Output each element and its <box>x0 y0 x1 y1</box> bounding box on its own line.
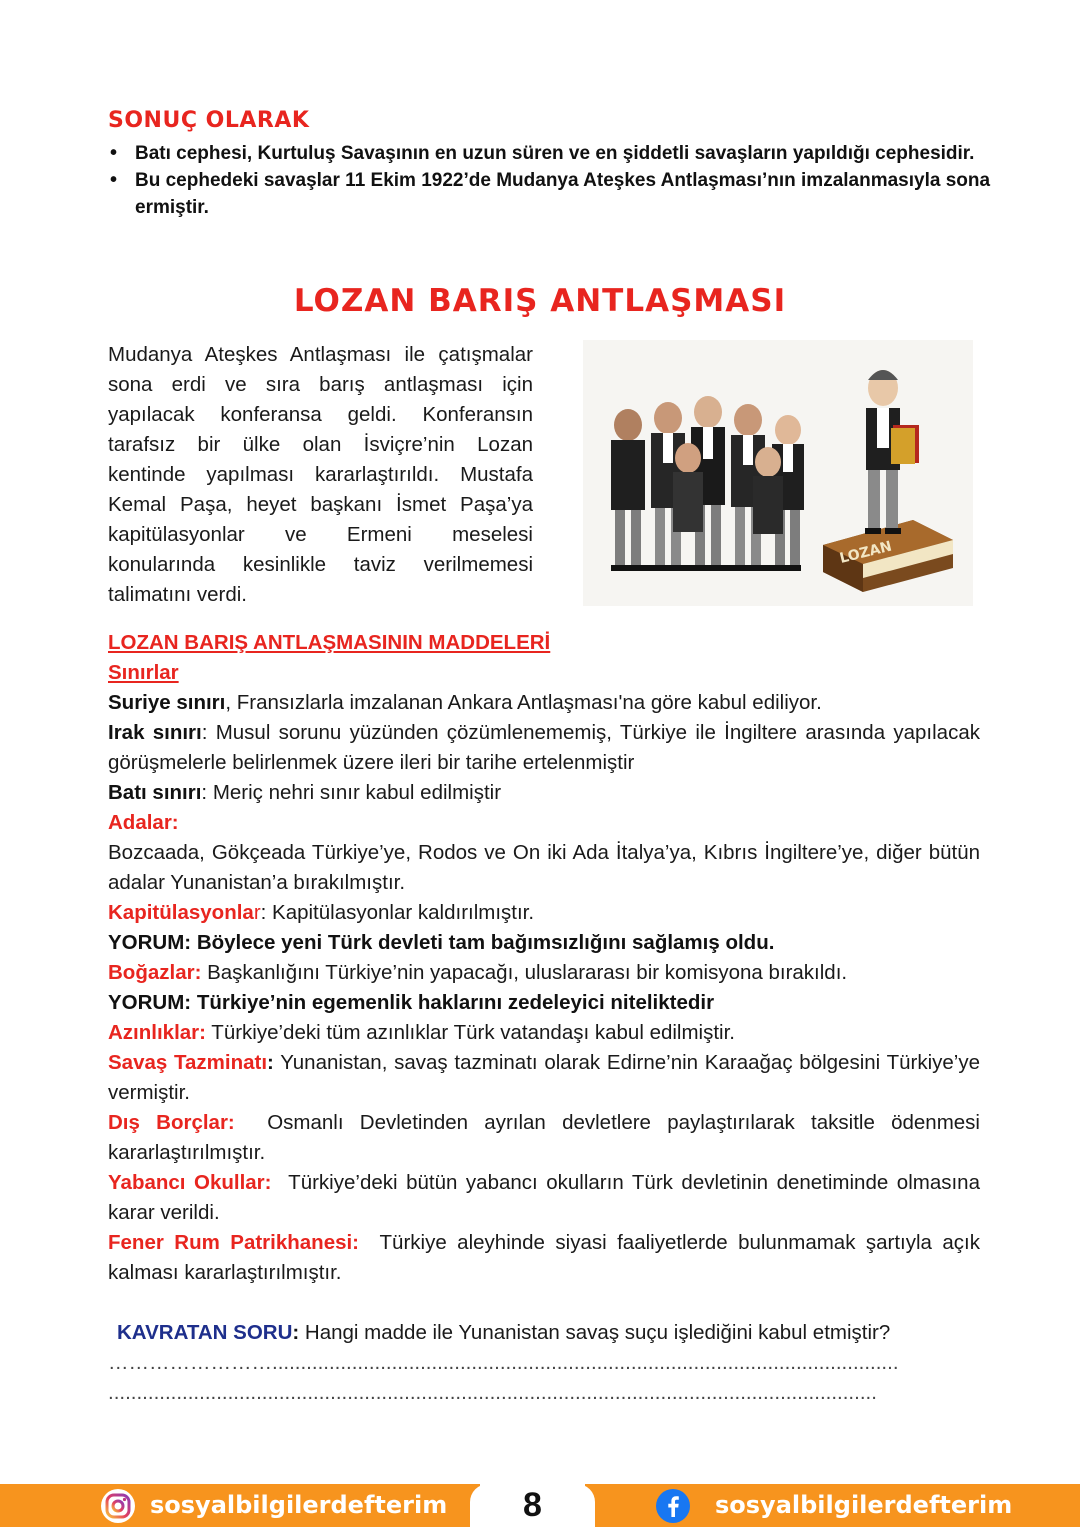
summary-bullet: • Batı cephesi, Kurtuluş Savaşının en uzun süren ve en şiddetli savaşların yapıldığı cephesidir. <box>108 140 998 167</box>
article-reparations: Savaş Tazminatı: Yunanistan, savaş tazminatı olarak Edirne’nin Karaağaç bölgesini Türkiye’ye vermiştir. <box>108 1051 981 1104</box>
facebook-icon <box>655 1488 691 1524</box>
article-schools: Yabancı Okullar: Türkiye’deki bütün yabancı okulların Türk devletinin denetiminde olmasına karar verildi. <box>108 1171 986 1224</box>
facebook-handle[interactable]: sosyalbilgilerdefterim <box>715 1491 1013 1519</box>
page-title: LOZAN BARIŞ ANTLAŞMASI <box>293 283 787 319</box>
answer-line-2[interactable]: ....................................................................................................................................... <box>108 1381 877 1404</box>
articles-heading: LOZAN BARIŞ ANTLAŞMASININ MADDELERİ <box>108 631 551 654</box>
treaty-articles <box>108 628 986 1408</box>
comment-independence: YORUM: Böylece yeni Türk devleti tam bağımsızlığını sağlamış oldu. <box>108 931 775 954</box>
page-number: 8 <box>523 1486 542 1524</box>
bullet-icon: • <box>110 169 118 191</box>
comment-sovereignty: YORUM: Türkiye’nin egemenlik haklarını zedeleyici niteliktedir <box>108 991 715 1014</box>
comprehension-question: KAVRATAN SORU: Hangi madde ile Yunanistan savaş suçu işlediğini kabul etmiştir? <box>117 1321 891 1344</box>
article-iraq: Irak sınırı: Musul sorunu yüzünden çözümlenememiş, Türkiye ile İngiltere arasında yapılacak görüşmelerle belirlenmek üzere ileri bir tarihe ertelenmiştir <box>108 721 980 774</box>
article-patriarchate: Fener Rum Patrikhanesi: Türkiye aleyhinde siyasi faaliyetlerde bulunmamak şartıyla açık kalması kararlaştırılmıştır. <box>108 1231 986 1284</box>
instagram-icon <box>100 1488 136 1524</box>
article-minorities: Azınlıklar: Türkiye’deki tüm azınlıklar Türk vatandaşı kabul edilmiştir. <box>108 1021 736 1044</box>
article-capitulations: Kapitülasyonlar: Kapitülasyonlar kaldırılmıştır. <box>108 901 535 924</box>
answer-line-1[interactable]: …………………….............................................................................................................. <box>108 1351 899 1374</box>
summary-bullet: • Bu cephedeki savaşlar 11 Ekim 1922’de Mudanya Ateşkes Antlaşması’nın imzalanmasıyla sona ermiştir. <box>110 169 991 218</box>
article-syria: Suriye sınırı, Fransızlarla imzalanan Ankara Antlaşması'na göre kabul ediliyor. <box>108 691 822 714</box>
page-footer <box>0 1484 1080 1527</box>
lausanne-cartoon-image <box>583 340 973 606</box>
bullet-icon: • <box>110 142 118 164</box>
borders-heading: Sınırlar <box>108 661 179 684</box>
book-label: LOZAN <box>838 538 894 567</box>
cartoon-illustration <box>583 340 973 606</box>
article-islands: Bozcaada, Gökçeada Türkiye’ye, Rodos ve On iki Ada İtalya’ya, Kıbrıs İngiltere’ye, diğer bütün adalar Yunanistan’a bırakılmıştır. <box>108 841 980 894</box>
summary-heading: SONUÇ OLARAK <box>108 108 310 133</box>
islands-heading: Adalar: <box>108 811 179 834</box>
summary-list <box>108 140 998 221</box>
instagram-handle[interactable]: sosyalbilgilerdefterim <box>150 1491 448 1519</box>
article-debts: Dış Borçlar: Osmanlı Devletinden ayrılan devletlere paylaştırılarak taksitle ödenmesi kararlaştırılmıştır. <box>108 1111 986 1164</box>
intro-paragraph: Mudanya Ateşkes Antlaşması ile çatışmalar sona erdi ve sıra barış antlaşması için yapılacak konferansa geldi. Konferansın tarafsız bir ülke olan İsviçre’nin Lozan kentinde yapılması kararlaştırıldı. Mustafa Kemal Paşa, heyet başkanı İsmet Paşa’ya kapitülasyonlar ve Ermeni meselesi konularında kesinlikle taviz verilmemesi talimatını verdi. <box>108 343 533 606</box>
article-straits: Boğazlar: Başkanlığını Türkiye’nin yapacağı, uluslararası bir komisyona bırakıldı. <box>108 961 848 984</box>
article-west: Batı sınırı: Meriç nehri sınır kabul edilmiştir <box>108 781 502 804</box>
